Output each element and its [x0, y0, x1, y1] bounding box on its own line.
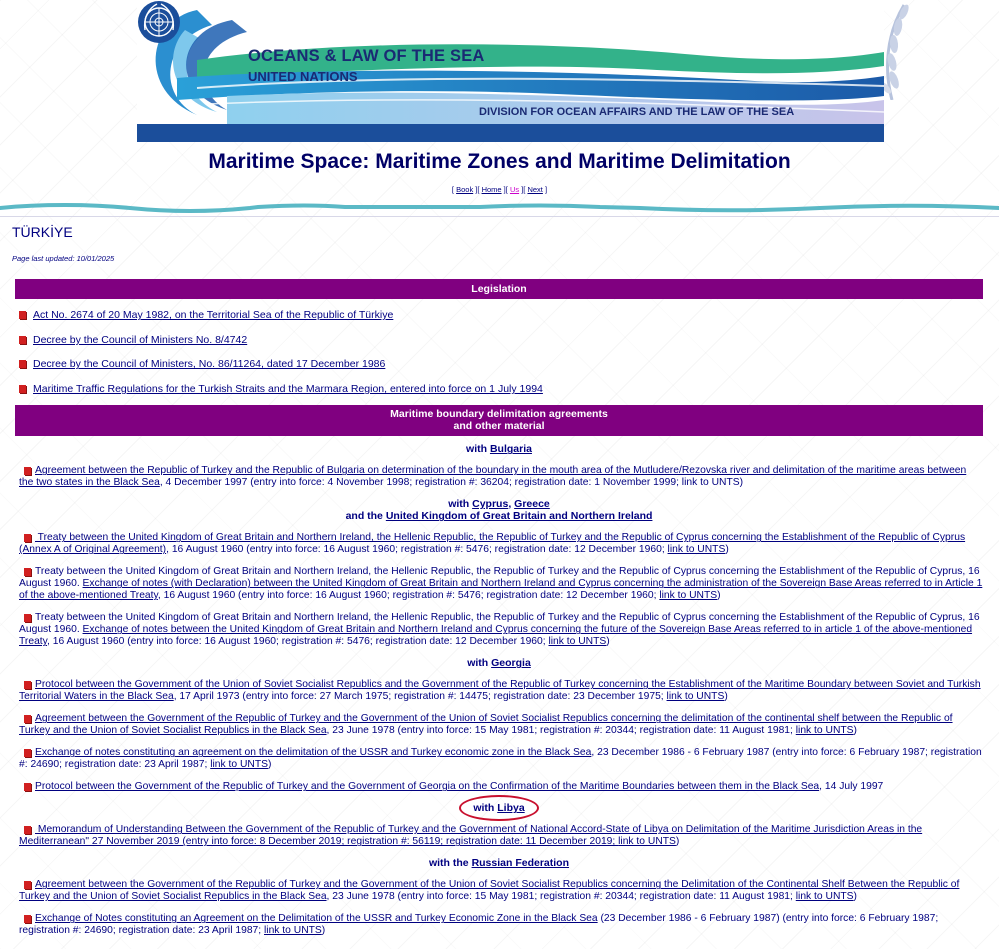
bullet-icon	[24, 826, 31, 834]
legislation-item	[15, 303, 983, 328]
agreement-link[interactable]: Exchange of notes (with Declaration) between the United Kingdom of Great Britain and Northern Ireland and Cyprus concerning the administration of the Sovereign Base Areas referred to in Article 1 of the above-mentioned Treaty	[19, 578, 983, 602]
bullet-icon	[24, 783, 31, 791]
paren: )	[268, 759, 272, 771]
bullet-icon	[24, 715, 31, 723]
olive-wreath-icon	[884, 0, 999, 100]
with-cyprus-heading	[15, 498, 983, 522]
agreements-header-line1: Maritime boundary delimitation agreements	[390, 408, 608, 421]
with-label: with the	[428, 857, 469, 870]
cyprus-link[interactable]: Cyprus	[472, 498, 509, 511]
legislation-item	[15, 377, 983, 402]
bullet-icon	[24, 881, 31, 889]
with-label: with	[466, 443, 488, 456]
nav-separator: ][	[521, 185, 526, 194]
legislation-item	[15, 352, 983, 377]
with-bulgaria-heading	[15, 443, 983, 455]
agreement-link[interactable]: Agreement between the Republic of Turkey and the Republic of Bulgaria on determination of the boundary in the mouth area of the Mutludere/Rezovska river and delimitation of the maritime areas between the two states in the Black Sea	[19, 465, 967, 489]
legislation-link[interactable]: Act No. 2674 of 20 May 1982, on the Territorial Sea of the Republic of Türkiye	[33, 309, 394, 322]
agreement-details: , 23 December 1986 - 6 February 1987 (entry into force: 6 February 1987; registration #: 24690; registration date: 23 April 1987;	[19, 747, 982, 771]
agreement-details: , 23 June 1978 (entry into force: 15 May 1981; registration #: 20344; registration date: 11 August 1981;	[326, 725, 796, 737]
agreement-details: , 16 August 1960 (entry into force: 16 August 1960; registration #: 5476; registration date: 12 December 1960;	[166, 544, 668, 556]
unts-link[interactable]: link to UNTS	[548, 636, 607, 648]
with-label: with	[473, 802, 495, 815]
agreement-link[interactable]: Exchange of Notes constituting an Agreement on the Delimitation of the USSR and Turkey Economic Zone in the Black Sea	[35, 913, 598, 925]
bullet-icon	[24, 467, 31, 475]
unts-link[interactable]: link to UNTS	[659, 590, 718, 602]
agreement-item	[15, 879, 983, 903]
bullet-icon	[19, 385, 26, 393]
bullet-icon	[24, 749, 31, 757]
nav-book-link[interactable]: Book	[456, 185, 474, 194]
bullet-icon	[19, 336, 26, 344]
nav-us-link[interactable]: Us	[509, 185, 520, 194]
legislation-item	[15, 328, 983, 353]
with-label: with	[467, 657, 489, 670]
paren: )	[717, 590, 721, 602]
agreement-item	[15, 913, 983, 937]
unts-link[interactable]: link to UNTS	[618, 836, 676, 848]
agreement-link[interactable]: Protocol between the Government of the Union of Soviet Socialist Republics and the Government of the Republic of Turkey concerning the Establishment of the Maritime Boundary between Soviet and Turkish Territorial Waters in the Black Sea	[19, 679, 981, 703]
agreement-pre: Treaty between the United Kingdom of Great Britain and Northern Ireland, the Hellenic Republic, the Republic of Turkey and the Republic of Cyprus concerning the Establishment of the Republic of Cyprus, 16 August 1960.	[19, 566, 980, 590]
nav-next-link[interactable]: Next	[527, 185, 543, 194]
bulgaria-link[interactable]: Bulgaria	[489, 443, 532, 456]
with-georgia-heading	[15, 657, 983, 669]
bullet-icon	[24, 534, 31, 542]
agreement-details: (23 December 1986 - 6 February 1987) (entry into force: 6 February 1987; registration #: 24690; registration date: 23 April 1987;	[19, 913, 939, 937]
nav-separator: ][	[475, 185, 480, 194]
page-title: Maritime Space: Maritime Zones and Maritime Delimitation	[208, 150, 791, 173]
unts-link[interactable]: link to UNTS	[210, 759, 268, 771]
unts-link[interactable]: link to UNTS	[666, 691, 725, 703]
agreement-item	[15, 679, 983, 703]
agreement-item	[15, 532, 983, 556]
site-banner	[137, 0, 884, 142]
wave-divider	[0, 201, 999, 215]
agreement-link[interactable]: Exchange of notes between the United Kingdom of Great Britain and Northern Ireland and Cyprus concerning the future of the Sovereign Base Areas referred to in article 1 of the above-mentioned Treaty	[19, 624, 973, 648]
libya-link[interactable]: Libya	[497, 802, 525, 815]
unts-link[interactable]: link to UNTS	[795, 725, 854, 737]
nav-home-link[interactable]: Home	[481, 185, 502, 194]
bullet-icon	[19, 360, 26, 368]
agreement-link[interactable]: Treaty between the United Kingdom of Great Britain and Northern Ireland, the Hellenic Republic, the Republic of Turkey and the Republic of Cyprus concerning the Establishment of the Republic of Cyprus (Annex A of Original Agreement)	[19, 532, 966, 556]
agreement-link[interactable]: Protocol between the Government of the Republic of Turkey and the Government of Georgia on the Confirmation of the Maritime Boundaries between them in the Black Sea	[35, 781, 820, 793]
agreement-item	[15, 824, 983, 848]
agreement-item	[15, 781, 983, 793]
legislation-header: Legislation	[15, 279, 983, 299]
unts-link[interactable]: link to UNTS	[795, 891, 854, 903]
paren: )	[853, 891, 857, 903]
agreement-link[interactable]: Agreement between the Government of the Republic of Turkey and the Government of the Union of Soviet Socialist Republics concerning the Delimitation of the Continental Shelf Between the Republic of Turkey and the Union of Soviet Socialist Republics in the Black Sea	[19, 879, 960, 903]
agreement-details: , 14 July 1997	[819, 781, 884, 793]
paren: )	[321, 925, 326, 937]
bullet-icon	[19, 311, 26, 319]
last-updated: Page last updated: 10/01/2025	[12, 254, 115, 263]
paren: )	[724, 691, 728, 703]
uk-link[interactable]: United Kingdom of Great Britain and Northern Ireland	[385, 510, 653, 523]
banner-division: DIVISION FOR OCEAN AFFAIRS AND THE LAW OF THE SEA	[479, 106, 795, 118]
paren: )	[725, 544, 729, 556]
agreement-details: , 16 August 1960 (entry into force: 16 August 1960; registration #: 5476; registration date: 12 December 1960;	[47, 636, 549, 648]
and-label: and the	[345, 510, 383, 523]
agreement-item	[15, 713, 983, 737]
russia-link[interactable]: Russian Federation	[471, 857, 570, 870]
nav-bracket: [	[451, 185, 454, 194]
agreement-details: , 16 August 1960 (entry into force: 16 August 1960; registration #: 5476; registration date: 12 December 1960;	[157, 590, 660, 602]
with-label: with	[448, 498, 470, 511]
agreement-pre: Treaty between the United Kingdom of Great Britain and Northern Ireland, the Hellenic Republic, the Republic of Turkey and the Republic of Cyprus concerning the Establishment of the Republic of Cyprus, 16 August 1960.	[19, 612, 980, 636]
agreement-link[interactable]: Memorandum of Understanding Between the Government of the Republic of Turkey and the Government of National Accord-State of Libya on Delimitation of the Maritime Jurisdiction Areas in the Mediterranean" 27 November 2019 (entry into force: 8 December 2019; registration #: 56119; registration date: 11 December 2019;	[19, 824, 923, 848]
agreements-header-line2: and other material	[453, 420, 545, 433]
agreement-details: , 23 June 1978 (entry into force: 15 May 1981; registration #: 20344; registration date: 11 August 1981;	[326, 891, 796, 903]
unts-link[interactable]: link to UNTS	[667, 544, 726, 556]
banner-subtitle: UNITED NATIONS	[248, 69, 358, 84]
agreement-link[interactable]: Agreement between the Government of the Republic of Turkey and the Government of the Union of Soviet Socialist Republics concerning the delimitation of the continental shelf between the Republic of Turkey and the Union of Soviet Socialist Republics in the Black Sea	[19, 713, 953, 737]
georgia-link[interactable]: Georgia	[491, 657, 531, 670]
agreement-item	[15, 747, 983, 771]
bullet-icon	[24, 614, 31, 622]
unts-link[interactable]: link to UNTS	[264, 925, 322, 937]
nav-links	[0, 185, 999, 194]
paren: )	[853, 725, 857, 737]
agreements-header	[15, 405, 983, 436]
banner-bottom-bar	[137, 124, 884, 142]
agreement-details: , 17 April 1973 (entry into force: 27 March 1975; registration #: 14475; registration date: 23 December 1975;	[173, 691, 667, 703]
nav-separator: ][	[503, 185, 508, 194]
bullet-icon	[24, 568, 31, 576]
with-libya-heading	[15, 802, 983, 814]
header-divider	[0, 216, 999, 217]
country-name: TÜRKİYE	[12, 224, 73, 240]
bullet-icon	[24, 681, 31, 689]
separator: ,	[508, 498, 512, 511]
agreement-item	[15, 465, 983, 489]
with-russia-heading	[15, 857, 983, 869]
agreement-details: , 4 December 1997 (entry into force: 4 November 1998; registration #: 36204; registration date: 1 November 1999; link to UNTS)	[159, 477, 744, 489]
legislation-link[interactable]: Maritime Traffic Regulations for the Turkish Straits and the Marmara Region, entered into force on 1 July 1994	[33, 383, 543, 396]
bullet-icon	[24, 915, 31, 923]
banner-title: OCEANS & LAW OF THE SEA	[248, 47, 485, 65]
legislation-link[interactable]: Decree by the Council of Ministers No. 8/4742	[33, 333, 248, 346]
agreement-link[interactable]: Exchange of notes constituting an agreement on the delimitation of the USSR and Turkey economic zone in the Black Sea	[35, 747, 592, 759]
un-emblem-icon	[137, 0, 181, 44]
nav-bracket: ]	[544, 185, 548, 194]
agreement-item	[15, 612, 983, 648]
annotation-circle	[459, 795, 539, 821]
legislation-link[interactable]: Decree by the Council of Ministers, No. 86/11264, dated 17 December 1986	[33, 358, 386, 371]
agreement-item	[15, 566, 983, 602]
greece-link[interactable]: Greece	[514, 498, 550, 511]
main-content	[15, 279, 983, 937]
paren: )	[606, 636, 610, 648]
paren: )	[675, 836, 680, 848]
